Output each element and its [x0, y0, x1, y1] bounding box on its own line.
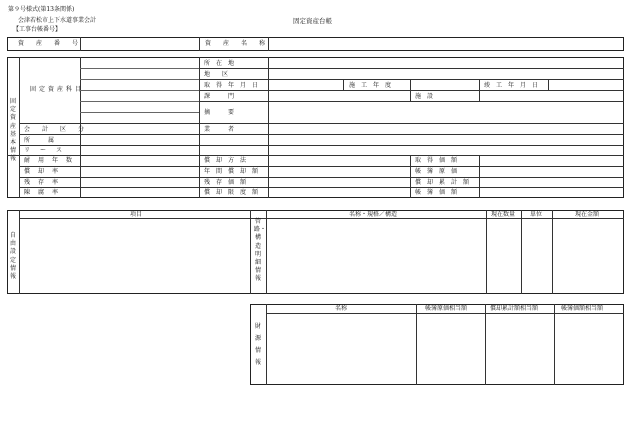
asset-number-label: 資 産 番 号 [18, 40, 82, 47]
form-number: 第９号様式(第13条関係) [8, 6, 75, 13]
asset-id-row [7, 37, 624, 51]
depreciation-rate-label: 償 却 率 [24, 168, 60, 175]
asset-name-label: 資 産 名 称 [205, 40, 269, 47]
vendor-label: 業 者 [204, 126, 235, 133]
obsolescence-rate-label: 陳 腐 率 [24, 189, 60, 196]
construction-year-label: 施 工 年 度 [349, 82, 392, 89]
organization-name: 会津若松市上下水道事業会計 [18, 17, 97, 24]
acquisition-date-label: 取 得 年 月 日 [204, 82, 259, 89]
basic-info-section-label: 固定資産基本情報 [9, 98, 16, 163]
funding-accum-dep-header: 償却累計額相当額 [490, 305, 539, 312]
free-and-pipe-section [7, 210, 624, 294]
pipe-name-spec-header: 名称・規格／構造 [349, 211, 398, 218]
accounting-class-label: 会 計 区 分 [24, 126, 88, 133]
residual-rate-label: 残 存 率 [24, 179, 60, 186]
pipe-amount-header: 現在金額 [575, 211, 600, 218]
district-label: 地 区 [204, 71, 229, 78]
location-label: 所 在 地 [204, 60, 235, 67]
useful-life-label: 耐 用 年 数 [24, 157, 74, 164]
book-value-label: 帳 簿 価 額 [415, 189, 458, 196]
funding-book-value-header: 帳簿価額相当額 [561, 305, 604, 312]
ledger-number-label: 【工事台帳番号】 [13, 26, 62, 33]
funding-name-header: 名称 [335, 305, 348, 312]
summary-label: 摘 要 [204, 109, 235, 116]
free-item-column-header: 項目 [130, 211, 143, 218]
pipe-quantity-header: 現在数量 [491, 211, 516, 218]
facility-label: 施 設 [415, 93, 434, 100]
department-label: 課 門 [204, 93, 235, 100]
lease-label: リ ー ス [24, 147, 65, 154]
book-cost-label: 帳 簿 原 価 [415, 168, 458, 175]
residual-value-label: 残 存 価 額 [204, 179, 247, 186]
free-info-section-label: 自由設定情報 [9, 232, 16, 281]
depreciation-method-label: 償 却 方 法 [204, 157, 247, 164]
acquisition-value-label: 取 得 価 額 [415, 157, 458, 164]
funding-book-cost-header: 帳簿原価相当額 [425, 305, 468, 312]
pipe-unit-header: 単位 [530, 211, 543, 218]
affiliation-label: 所 属 [24, 137, 55, 144]
account-subject-label: 固定資産科目 [30, 86, 85, 93]
accumulated-depreciation-label: 償 却 累 計 額 [415, 179, 470, 186]
annual-depreciation-label: 年 間 償 却 額 [204, 168, 259, 175]
funding-section-label: 財源情報 [254, 323, 261, 366]
funding-section [250, 304, 624, 385]
depreciation-limit-label: 償 却 限 度 額 [204, 189, 259, 196]
page-title: 固定資産台帳 [293, 17, 332, 25]
completion-date-label: 竣 工 年 月 日 [484, 82, 539, 89]
pipe-detail-section-label: 管路・構造明細情報 [254, 218, 267, 283]
